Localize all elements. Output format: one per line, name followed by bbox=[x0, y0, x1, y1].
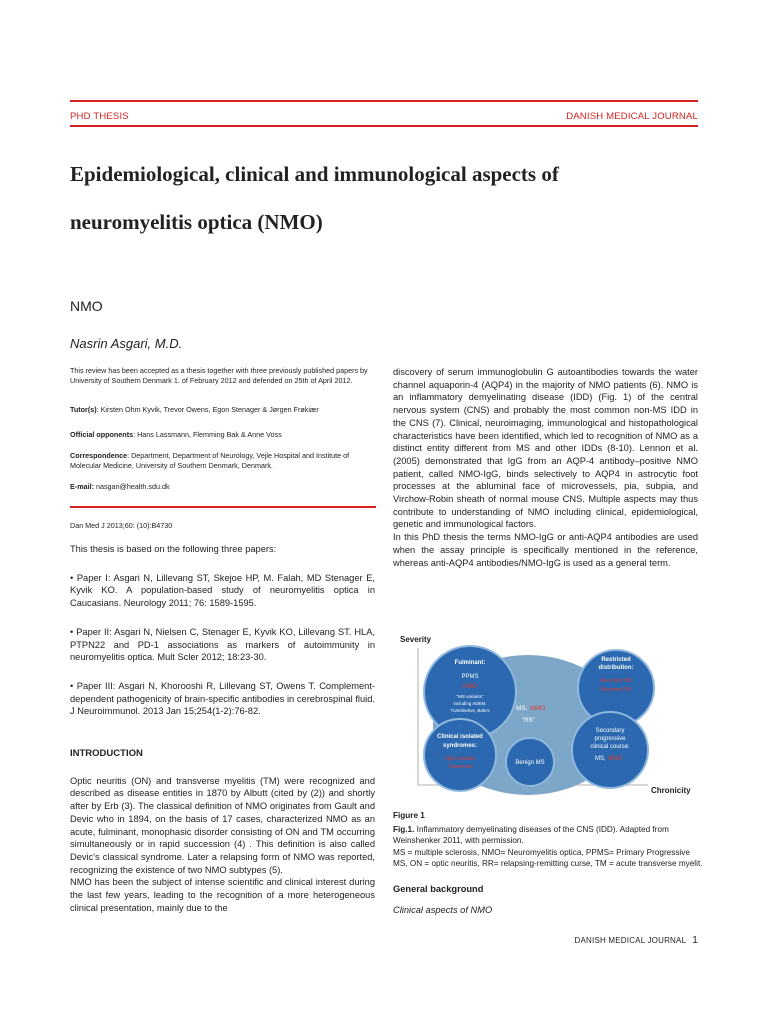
paper-title bbox=[70, 150, 700, 246]
footer-journal: DANISH MEDICAL JOURNAL bbox=[574, 936, 687, 945]
opponents-label: Official opponents bbox=[70, 430, 134, 439]
short-title: NMO bbox=[70, 298, 103, 314]
chronicity-label: Chronicity bbox=[651, 786, 691, 795]
restricted-tm: Recurrent TM bbox=[600, 687, 632, 693]
acceptance-note: This review has been accepted as a thesis together with three previously published papers by University of Southern Denmark 1. of February 2012 and defended on 25th of April 2012. bbox=[70, 366, 368, 385]
papers-intro: This thesis is based on the following three papers: bbox=[70, 544, 277, 554]
secondary-line-2: progressive bbox=[594, 736, 626, 742]
opponents-line bbox=[70, 430, 375, 440]
tutors-label: Tutor(s) bbox=[70, 405, 97, 414]
fulminant-balo: Tumefactive, Balo's bbox=[450, 708, 490, 713]
correspondence-line bbox=[70, 451, 375, 470]
restricted-on: Recurrent ON bbox=[600, 678, 632, 684]
introduction-heading: INTRODUCTION bbox=[70, 748, 143, 760]
email-address: nasgari@health.sdu.dk bbox=[93, 482, 170, 491]
idd-figure bbox=[398, 630, 698, 800]
fulminant-variants: "MS variants" bbox=[456, 694, 484, 699]
page-footer bbox=[575, 935, 698, 946]
fulminant-title: Fulminant: bbox=[454, 660, 486, 666]
journal-label: DANISH MEDICAL JOURNAL bbox=[566, 111, 698, 122]
figure-label: Figure 1 bbox=[393, 811, 425, 820]
tutors-line bbox=[70, 405, 375, 415]
secondary-circle bbox=[572, 712, 648, 788]
severity-label: Severity bbox=[400, 635, 432, 644]
correspondence-label: Correspondence bbox=[70, 451, 128, 460]
right-paragraph-2: In this PhD thesis the terms NMO-IgG or anti-AQP4 antibodies are used when the assay principle is specifically mentioned in the reference, whereas anti-AQP4 antibodies/NMO-IgG is used as a general term. bbox=[393, 532, 698, 568]
paper-3: • Paper III: Asgari N, Khorooshi R, Lillevang ST, Owens T. Complement-dependent pathogenicity of brain-specific antibodies in cerebrospinal fluid. J Neuroimmunol. 2013 Jan 15;254(1-2):76-82. bbox=[70, 680, 375, 717]
center-rr: "RR" bbox=[522, 718, 535, 724]
paper-1: • Paper I: Asgari N, Lillevang ST, Skejoe HP, M. Falah, MD Stenager E, Kyvik KO. A population-based study of neuromyelitis optica in Caucasians. Neurology 2011; 76: 1589-1595. bbox=[70, 572, 375, 609]
fulminant-adem: including ADEM, bbox=[453, 701, 487, 706]
title-line-1: Epidemiological, clinical and immunological aspects of bbox=[70, 162, 559, 186]
email-label: E-mail: bbox=[70, 482, 94, 491]
secondary-line-3: clinical course: bbox=[590, 744, 630, 750]
center-nmo: NMO bbox=[530, 705, 546, 712]
tutors-names: : Kirsten Ohm Kyvik, Trevor Owens, Egon Stenager & Jørgen Frøkiær bbox=[96, 405, 319, 414]
intro-paragraph-2: NMO has been the subject of intense scientific and clinical interest during the last few years, leading to the recognition of a more heterogeneous clinical presentation, mainly due to the bbox=[70, 877, 375, 913]
restricted-title-2: distribution: bbox=[598, 665, 634, 671]
right-column bbox=[393, 366, 698, 569]
fulminant-nmo: NMO bbox=[463, 684, 477, 690]
header-bottom-rule bbox=[70, 125, 698, 127]
citation: Dan Med J 2013;60: (10):B4730 bbox=[70, 521, 173, 530]
figure-description bbox=[393, 824, 703, 847]
correspondence-text: : Department, Department of Neurology, Vejle Hospital and Institute of Molecular Medicine, University of Southern Denmark, Denmark. bbox=[70, 451, 350, 470]
figure-abbreviations: MS = multiple sclerosis, NMO= Neuromyelitis optica, PPMS= Primary Progressive MS, ON = optic neuritis, RR= relapsing-remitting curse, TM = acute transverse myelit. bbox=[393, 847, 703, 868]
left-column bbox=[70, 543, 375, 914]
center-ms: MS, bbox=[516, 705, 528, 712]
figure-ref: Fig.1. bbox=[393, 824, 415, 834]
cis-transverse: Transverse bbox=[447, 764, 473, 770]
author-name: Nasrin Asgari, M.D. bbox=[70, 336, 183, 351]
header-top-rule bbox=[70, 100, 698, 102]
paper-2: • Paper II: Asgari N, Nielsen C, Stenager E, Kyvik KO, Lillevang ST. HLA, PTPN22 and PD-1 associations as markers of autoimmunity in neuromyelitis optica. Mult Scler 2012; 18:23-30. bbox=[70, 626, 375, 663]
secondary-ms: MS, bbox=[595, 756, 606, 762]
right-paragraph-1: discovery of serum immunoglobulin G autoantibodies towards the water channel aquaporin-4 (AQP4) in the majority of NMO patients (6). NMO is an inflammatory demyelinating disease (IDD) (Fig. 1) of the central nervous system (CNS) and probably the most common non-MS IDD in the CNS (7). Clinical, neuroimaging, immunological and histopathological characteristics have been identified, which led to recognition of NMO as a distinct entity different from MS and other IDDs (8-10). Lennon et al. (2005) demonstrated that IgG from an AQP-4 antibody–positive NMO patient, called NMO-IgG, binds selectively to AQP4 in astrocytic foot processes at the abluminal face of microvessels, pia, subpia, and Virchow-Robin sheath of normal mouse CNS. Multiple aspects may thus contribute to understanding of NMO including clinical, epidemiological, genetic and immunological factors. bbox=[393, 367, 698, 530]
meta-divider bbox=[70, 506, 376, 508]
figure-text: Inflammatory demyelinating diseases of the CNS (IDD). Adapted from Weinshenker 2011, with permission. bbox=[393, 824, 669, 845]
cis-optic: Optic neuritis bbox=[445, 756, 475, 762]
cis-title-2: syndromes: bbox=[442, 743, 478, 749]
title-line-2: neuromyelitis optica (NMO) bbox=[70, 210, 323, 234]
general-background-heading: General background bbox=[393, 883, 484, 894]
fulminant-ppms: PPMS bbox=[461, 674, 479, 680]
secondary-line-1: Secondary bbox=[595, 728, 625, 734]
opponents-names: : Hans Lassmann, Flemming Bak & Anne Voss bbox=[133, 430, 282, 439]
restricted-title: Restricted bbox=[601, 657, 631, 663]
intro-paragraph-1: Optic neuritis (ON) and transverse myelitis (TM) were recognized and described as disease entities in 1870 by Albutt (cited by (2)) and shortly after by Erb (3). The classical definition of NMO originates from Gault and Devic who in 1894, on the basis of 17 cases, characterized NMO as an acute, fulminant, monophasic disorder consisting of ON and TM occurring simultaneously or in rapid succession (4) . This definition is also called Devic's classical syndrome. Later a relapsing form of NMO was reported, recognizing the existence of two NMO subtypes (5). bbox=[70, 775, 375, 875]
benign-label: Benign MS bbox=[515, 760, 545, 766]
page-number: 1 bbox=[692, 935, 698, 946]
section-label: PHD THESIS bbox=[70, 111, 129, 122]
secondary-nmo: NMO bbox=[608, 756, 622, 762]
clinical-aspects-heading: Clinical aspects of NMO bbox=[393, 905, 493, 915]
cis-title: Clinical isolated bbox=[437, 734, 483, 740]
figure-caption bbox=[393, 810, 703, 917]
cis-circle bbox=[424, 719, 496, 791]
email-line bbox=[70, 482, 375, 492]
